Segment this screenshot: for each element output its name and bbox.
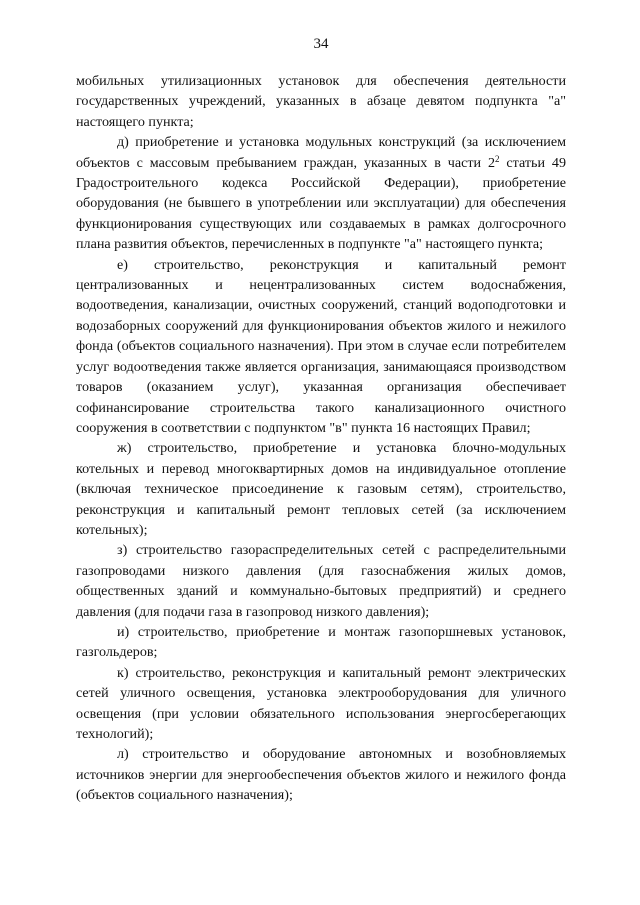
paragraph-k: к) строительство, реконструкция и капитальный ремонт электрических сетей уличного освещения, установка электрооборудования для уличного освещения (при условии обязательного использования энергосберегающих технологий); (76, 664, 566, 742)
superscript: 2 (495, 153, 500, 164)
page-number: 34 (313, 36, 329, 52)
paragraph-d-text-after: статьи 49 Градостроительного кодекса Российской Федерации), приобретение оборудования (не бывшего в употреблении или эксплуатации) для обеспечения функционирования существующих или создаваемых в рамках долгосрочного плана развития объектов, перечисленных в подпункте "а" настоящего пункта; (76, 154, 566, 253)
paragraph-d (76, 132, 566, 254)
paragraph-l: л) строительство и оборудование автономных и возобновляемых источников энергии для энергообеспечения объектов жилого и нежилого фонда (объектов социального назначения); (76, 746, 566, 804)
paragraph-d-text-before: д) приобретение и установка модульных конструкций (за исключением объектов с массовым пребыванием граждан, указанных в части 2 (76, 134, 566, 171)
paragraph-e: е) строительство, реконструкция и капитальный ремонт централизованных и нецентрализованных систем водоснабжения, водоотведения, канализации, очистных сооружений, станций водоподготовки и водозаборных сооружений для функционирования объектов жилого и нежилого фонда (объектов социального назначения). При этом в случае если потребителем услуг водоотведения также является организация, занимающаяся производством товаров (оказанием услуг), указанная организация обеспечивает софинансирование строительства такого канализационного очистного сооружения в соответствии с подпунктом "в" пункта 16 настоящих Правил; (76, 256, 566, 436)
paragraph-continuation: мобильных утилизационных установок для обеспечения деятельности государственных учреждений, указанных в абзаце девятом подпункта "а" настоящего пункта; (76, 73, 566, 130)
paragraph-i: и) строительство, приобретение и монтаж газопоршневых установок, газгольдеров; (76, 623, 566, 661)
paragraph-z: з) строительство газораспределительных сетей с распределительными газопроводами низкого давления (для газоснабжения жилых домов, общественных зданий и коммунально-бытовых предприятий) и среднего давления (для подачи газа в газопровод низкого давления); (76, 542, 566, 620)
paragraph-zh: ж) строительство, приобретение и установка блочно-модульных котельных и перевод многоквартирных домов на индивидуальное отопление (включая техническое присоединение к газовым сетям), строительство, реконструкция и капитальный ремонт тепловых сетей (за исключением котельных); (76, 440, 566, 538)
